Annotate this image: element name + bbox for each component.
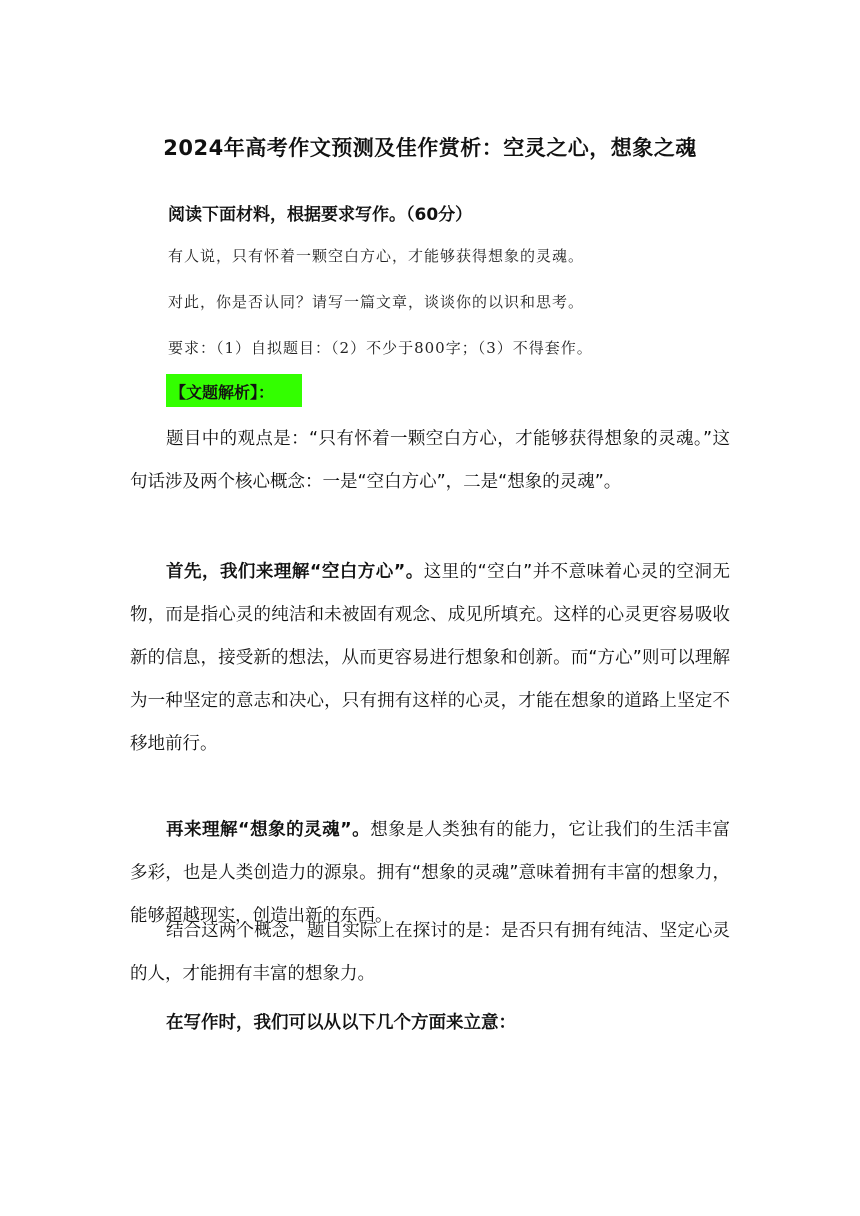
paragraph-2-lead: 首先，我们来理解“空白方心”。 [166,562,424,582]
paragraph-5: 在写作时，我们可以从以下几个方面来立意： [166,1013,516,1033]
paragraph-4: 结合这两个概念，题目实际上在探讨的是：是否只有拥有纯洁、坚定心灵的人，才能拥有丰富的想象力。 [130,921,730,984]
paragraph-3-body: 想象是人类独有的能力，它让我们的生活丰富多彩，也是人类创造力的源泉。拥有“想象的灵魂”意味着拥有丰富的想象力，能够超越现实，创造出新的东西。 [130,820,730,926]
material-line-1: 有人说，只有怀着一颗空白方心，才能够获得想象的灵魂。 [168,247,585,265]
document-title: 2024年高考作文预测及佳作赏析：空灵之心，想象之魂 [163,136,697,160]
instruction-heading: 阅读下面材料，根据要求写作。（60分） [168,205,473,225]
paragraph-2 [130,551,730,766]
paragraph-3-lead: 再来理解“想象的灵魂”。 [166,820,371,840]
paragraph-1: 题目中的观点是：“只有怀着一颗空白方心，才能够获得想象的灵魂。”这句话涉及两个核心概念：一是“空白方心”，二是“想象的灵魂”。 [130,429,730,492]
paragraph-2-body: 这里的“空白”并不意味着心灵的空洞无物，而是指心灵的纯洁和未被固有观念、成见所填充。这样的心灵更容易吸收新的信息，接受新的想法，从而更容易进行想象和创新。而“方心”则可以理解为一种坚定的意志和决心，只有拥有这样的心灵，才能在想象的道路上坚定不移地前行。 [130,562,730,754]
material-line-2: 对此，你是否认同？请写一篇文章，谈谈你的以识和思考。 [168,293,585,311]
material-requirements: 要求：（1）自拟题目：（2）不少于800字；（3）不得套作。 [168,339,593,357]
analysis-tag-label: 【文题解析】： [170,383,275,402]
analysis-tag-highlight [166,374,302,407]
